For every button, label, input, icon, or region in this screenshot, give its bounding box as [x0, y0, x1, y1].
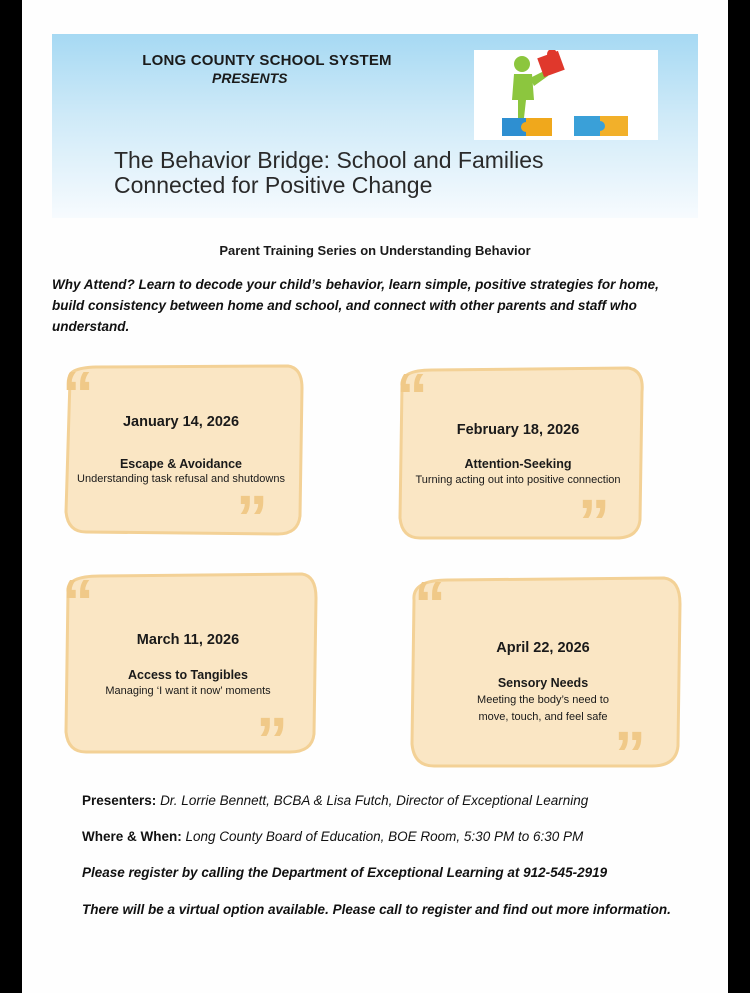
title-line-2: Connected for Positive Change: [114, 172, 433, 198]
school-name: LONG COUNTY SCHOOL SYSTEM: [142, 52, 392, 69]
flyer-page: [22, 0, 728, 993]
session-description: Managing ‘I want it now’ moments: [105, 685, 271, 697]
open-quote-icon: “: [62, 358, 94, 430]
session-topic: Attention-Seeking: [464, 457, 572, 471]
session-date: February 18, 2026: [456, 422, 580, 438]
session-card-4: [402, 568, 684, 790]
session-date: March 11, 2026: [136, 632, 240, 648]
session-topic: Sensory Needs: [497, 676, 589, 690]
puzzle-bridge-logo: [474, 50, 658, 140]
session-card-2: [388, 360, 648, 558]
why-attend-text: Why Attend? Learn to decode your child’s behavior, learn simple, positive strategies for home, build consistency between home and school, and connect with other parents and staff who understand.: [52, 277, 659, 334]
session-topic: Access to Tangibles: [128, 668, 248, 682]
close-quote-icon: ”: [256, 704, 288, 776]
presenters-label: Presenters:: [82, 793, 157, 808]
session-description-line-2: move, touch, and feel safe: [478, 711, 608, 723]
puzzle-person-icon: [474, 50, 658, 140]
virtual-option-text: There will be a virtual option available. Please call to register and find out more information.: [82, 902, 671, 917]
where-when-label: Where & When:: [82, 829, 182, 844]
session-description: Turning acting out into positive connection: [415, 474, 621, 486]
session-topic: Escape & Avoidance: [119, 457, 243, 471]
open-quote-icon: “: [414, 568, 446, 640]
title-line-1: The Behavior Bridge: School and Families: [114, 147, 544, 173]
where-when-line: [82, 826, 583, 847]
close-quote-icon: ”: [236, 482, 268, 554]
session-date: April 22, 2026: [496, 640, 590, 656]
presenters-line: [82, 790, 588, 811]
presenters-value: Dr. Lorrie Bennett, BCBA & Lisa Futch, Director of Exceptional Learning: [160, 793, 589, 808]
series-subtitle: Parent Training Series on Understanding Behavior: [219, 243, 531, 258]
open-quote-icon: “: [62, 566, 94, 638]
where-when-value: Long County Board of Education, BOE Room, 5:30 PM to 6:30 PM: [185, 829, 584, 844]
presents-label: PRESENTS: [212, 70, 288, 86]
event-title: [114, 148, 634, 198]
close-quote-icon: ”: [578, 486, 610, 558]
session-description-line-1: Meeting the body’s need to: [477, 694, 609, 706]
close-quote-icon: ”: [614, 718, 646, 790]
session-description: Understanding task refusal and shutdowns: [77, 473, 285, 485]
open-quote-icon: “: [396, 360, 428, 432]
session-date: January 14, 2026: [122, 414, 240, 430]
session-card-3: [56, 566, 320, 776]
register-text: Please register by calling the Department of Exceptional Learning at 912-545-2919: [82, 865, 608, 880]
session-card-1: [56, 358, 306, 554]
